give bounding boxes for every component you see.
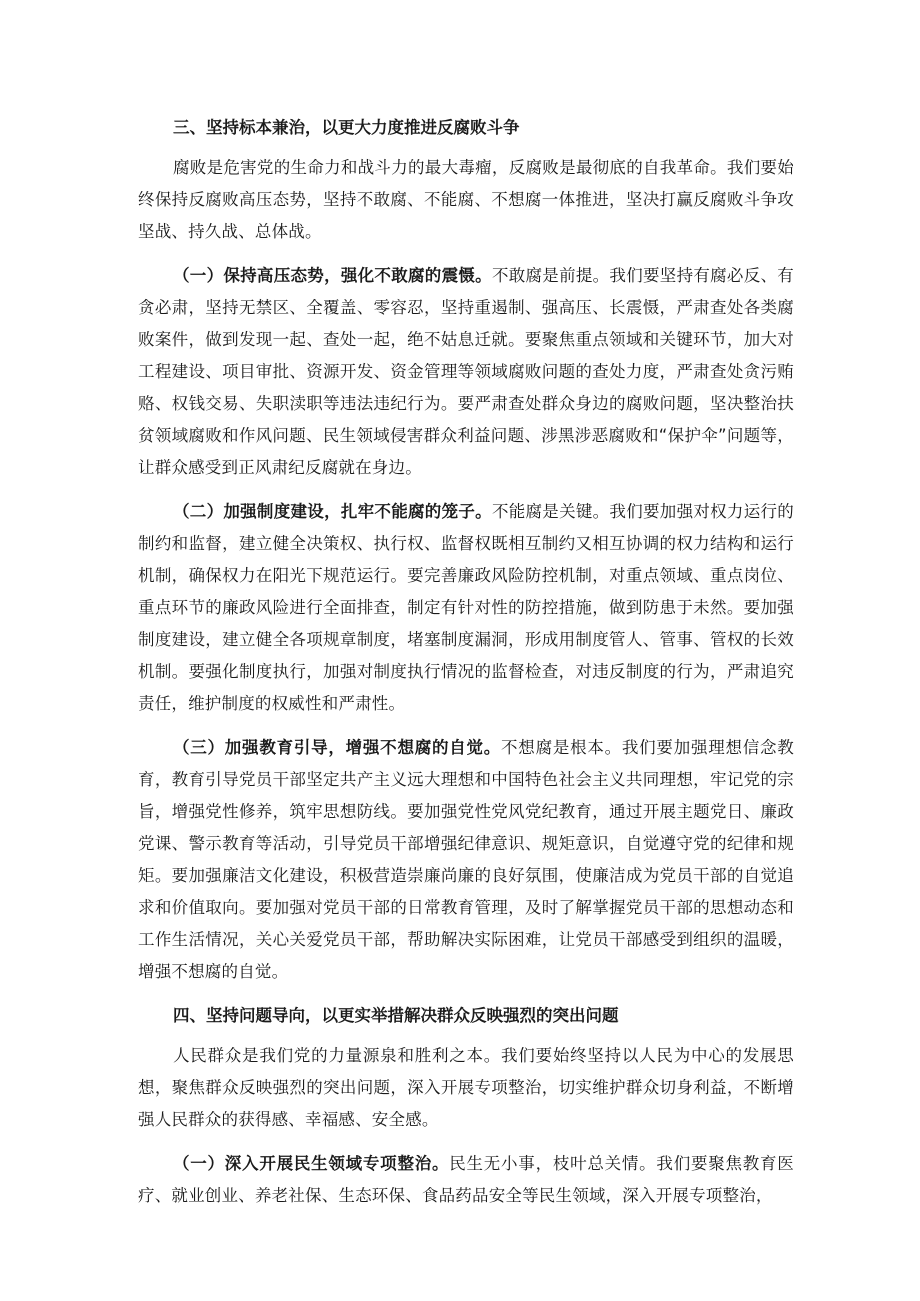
- section-4-intro: 人民群众是我们党的力量源泉和胜利之本。我们要始终坚持以人民为中心的发展思想，聚焦群众反映强烈的突出问题，深入开展专项整治，切实维护群众切身利益，不断增强人民群众的获得感、幸福感、安全感。: [138, 1046, 794, 1129]
- item-body: 民生无小事，枝叶总关情。我们要聚焦教育医疗、就业创业、养老社保、生态环保、食品药品安全等民生领域，深入开展专项整治，: [138, 1154, 794, 1205]
- item-lead: （三）加强教育引导，增强不想腐的自觉。: [173, 738, 502, 757]
- item-body: 不敢腐是前提。我们要坚持有腐必反、有贪必肃，坚持无禁区、全覆盖、零容忍，坚持重遏制、强高压、长震慑，严肃查处各类腐败案件，做到发现一起、查处一起，绝不姑息迁就。要聚焦重点领域和关键环节，加大对工程建设、项目审批、资源开发、资金管理等领域腐败问题的查处力度，严肃查处贪污贿赂、权钱交易、失职渎职等违法违纪行为。要严肃查处群众身边的腐败问题，坚决整治扶贫领域腐败和作风问题、民生领域侵害群众利益问题、涉黑涉恶腐败和“保护伞”问题等，让群众感受到正风肃纪反腐就在身边。: [138, 266, 794, 477]
- section-3-item-2: [138, 496, 794, 720]
- section-3-item-1: [138, 260, 794, 484]
- document-page: [138, 112, 794, 1224]
- item-body: 不能腐是关键。我们要加强对权力运行的制约和监督，建立健全决策权、执行权、监督权既相互制约又相互协调的权力结构和运行机制，确保权力在阳光下规范运行。要完善廉政风险防控机制，对重点领域、重点岗位、重点环节的廉政风险进行全面排查，制定有针对性的防控措施，做到防患于未然。要加强制度建设，建立健全各项规章制度，堵塞制度漏洞，形成用制度管人、管事、管权的长效机制。要强化制度执行，加强对制度执行情况的监督检查，对违反制度的行为，严肃追究责任，维护制度的权威性和严肃性。: [138, 502, 794, 713]
- item-body: 不想腐是根本。我们要加强理想信念教育，教育引导党员干部坚定共产主义远大理想和中国特色社会主义共同理想，牢记党的宗旨，增强党性修养，筑牢思想防线。要加强党性党风党纪教育，通过开展主题党日、廉政党课、警示教育等活动，引导党员干部增强纪律意识、规矩意识，自觉遵守党的纪律和规矩。要加强廉洁文化建设，积极营造崇廉尚廉的良好氛围，使廉洁成为党员干部的自觉追求和价值取向。要加强对党员干部的日常教育管理，及时了解掌握党员干部的思想动态和工作生活情况，关心关爱党员干部，帮助解决实际困难，让党员干部感受到组织的温暖，增强不想腐的自觉。: [138, 738, 794, 981]
- item-lead: （一）保持高压态势，强化不敢腐的震慑。: [173, 266, 492, 285]
- section-heading-4: 四、坚持问题导向，以更实举措解决群众反映强烈的突出问题: [173, 1006, 619, 1025]
- item-lead: （二）加强制度建设，扎牢不能腐的笼子。: [173, 502, 492, 521]
- section-3-intro: 腐败是危害党的生命力和战斗力的最大毒瘤，反腐败是最彻底的自我革命。我们要始终保持反腐败高压态势，坚持不敢腐、不能腐、不想腐一体推进，坚决打赢反腐败斗争攻坚战、持久战、总体战。: [138, 158, 794, 241]
- section-4-item-1: [138, 1148, 794, 1212]
- section-3-item-3: [138, 732, 794, 988]
- section-heading-3: 三、坚持标本兼治，以更大力度推进反腐败斗争: [173, 118, 520, 137]
- item-lead: （一）深入开展民生领域专项整治。: [173, 1154, 450, 1173]
